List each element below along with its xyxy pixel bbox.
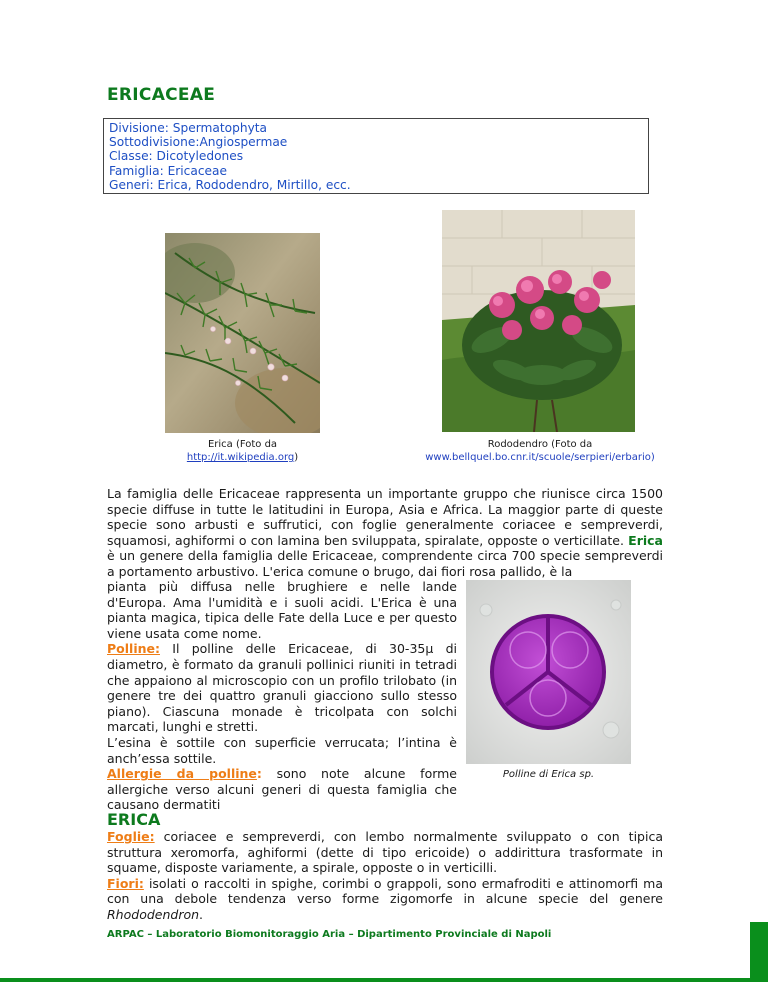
taxonomy-division: Divisione: Spermatophyta [109,121,268,135]
erica-caption-close: ) [294,452,299,463]
taxonomy-class: Classe: Dicotyledones [109,149,244,164]
intro-text: La famiglia delle Ericaceae rappresenta un importante gruppo che riunisce circa 1500 specie diffuse in tutte le latitudini in Europa, Asia e Africa. La maggior parte di queste specie sono arbusti e suffrutici, con foglie generalmente coriacee e sempreverdi, squamosi, aghiformi o con lamina ben sviluppata, spiralate, opposte o verticillate. [107,486,663,548]
polline-label: Polline: [107,641,160,657]
foglie-text: coriacee e sempreverdi, con lembo normalmente sviluppato o con tipica struttura xeromorfa, aghiformi (dette di tipo ericoide) o addirittura trasformate in squame, disposte variamente, a spirale, opposte o in verticilli. [107,829,663,876]
pollen-photo [466,580,631,764]
erica-text: è un genere della famiglia delle Ericaceae, comprendente circa 700 specie sempreverdi a portamento arbustivo. L'erica comune o brugo, dai fiori rosa pallido, è la [107,548,663,579]
rododendro-photo [442,210,635,432]
allergie-colon: : [256,766,262,782]
taxonomy-box [103,118,649,194]
allergie-text: sono note alcune forme allergiche verso alcuni generi di questa famiglia che causano dermatiti [107,766,457,813]
page-title: ERICACEAE [107,85,216,105]
erica-caption [160,438,325,464]
polline-text: Il polline delle Ericaceae, di 30-35µ di diametro, è formato da granuli pollinici riuniti in tetradi che appaiono al microscopio con un profilo trilobato (in genere tre dei quattro granuli giacciono sullo stesso piano). Ciascuna monade è tricolpata con solchi marcati, lunghi e stretti. [107,641,457,735]
erica-column-text [107,579,457,813]
allergie-label: Allergie da polline [107,766,257,782]
taxonomy-subdivision: Sottodivisione:Angiospermae [109,135,288,150]
pollen-caption: Polline di Erica sp. [502,769,595,780]
erica-photo [165,233,320,433]
erica-section-text [107,829,663,923]
esina-text: L’esina è sottile con superficie verrucata; l’intina è anch’essa sottile. [107,734,457,766]
fiori-text: isolati o raccolti in spighe, corimbi o grappoli, sono ermafroditi e attinomorfi ma con una debole tendenza verso forme zigomorfe in alcune specie del genere [107,875,663,907]
footer-accent-block [750,922,768,982]
foglie-label: Foglie: [107,829,155,844]
rododendro-caption-text: Rododendro (Foto da [487,439,593,450]
erica-source-link[interactable]: http://it.wikipedia.org [186,452,295,463]
section-title-erica: ERICA [107,810,161,829]
taxonomy-genera: Generi: Erica, Rododendro, Mirtillo, ecc. [109,177,351,192]
rododendro-source-link[interactable]: www.bellquel.bo.cnr.it/scuole/serpieri/erbario) [425,452,655,463]
footer-rule [0,978,768,982]
footer-text: ARPAC – Laboratorio Biomonitoraggio Aria – Dipartimento Provinciale di Napoli [107,929,552,940]
erica-label: Erica [628,532,663,548]
erica-caption-source [160,451,325,464]
taxonomy-family: Famiglia: Ericaceae [109,163,228,178]
erica-caption-text: Erica (Foto da [207,439,278,450]
rododendro-caption [410,438,670,464]
fiori-label: Fiori: [107,875,144,891]
fiori-genus: Rhododendron [107,906,200,922]
intro-paragraph [107,486,663,580]
erica-text-continued: pianta più diffusa nelle brughiere e nelle lande d'Europa. Ama l'umidità e i suoli acidi. L'Erica è una pianta magica, tipica delle Fate della Luce e per questo viene usata come nome. [107,579,457,641]
fiori-end: . [199,906,204,922]
